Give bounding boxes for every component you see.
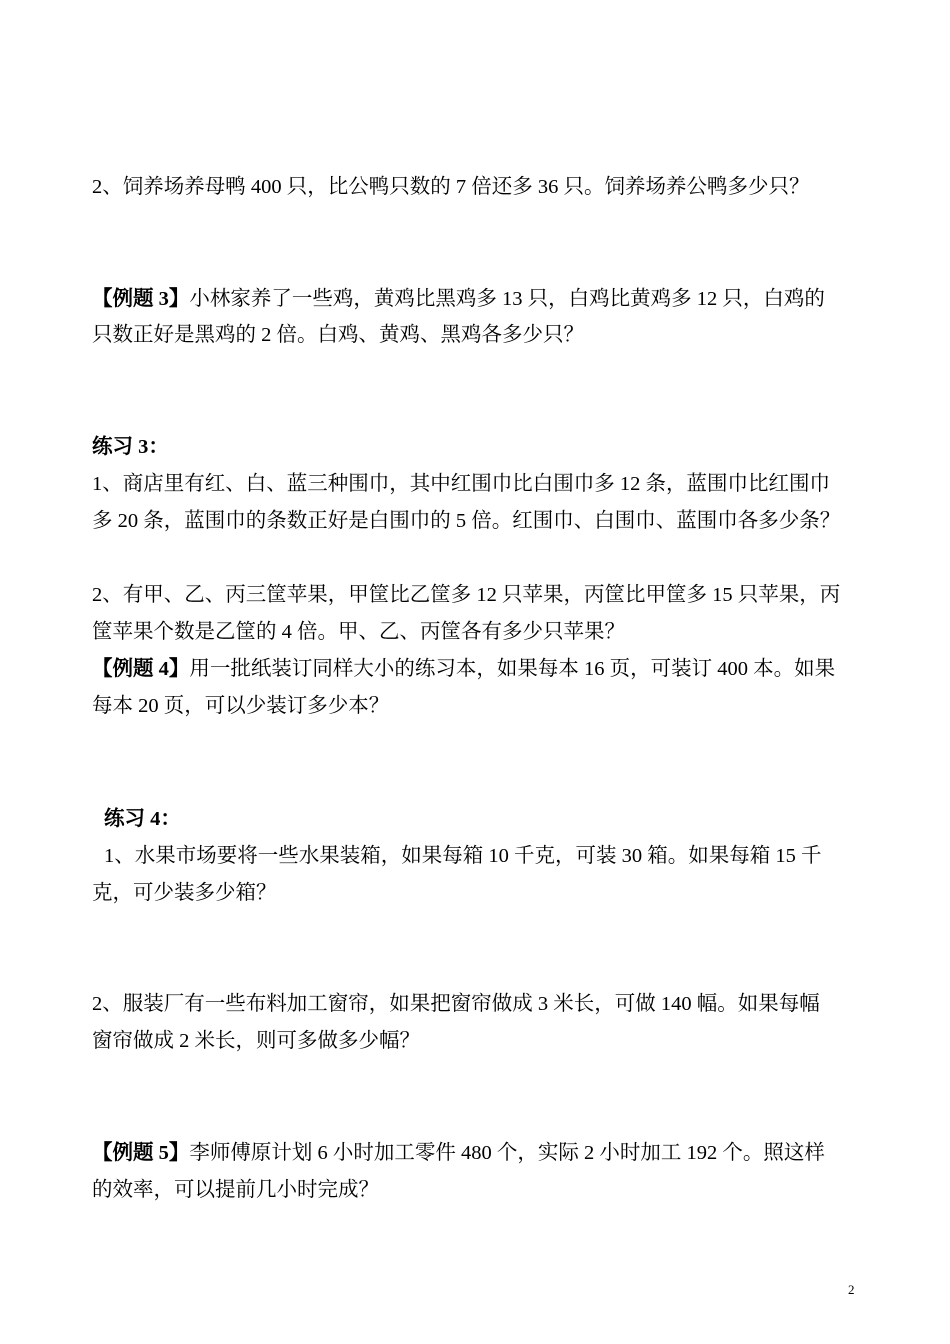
practice-4-text: 2、服装厂有一些布料加工窗帘，如果把窗帘做成 3 米长，可做 140 幅。如果每幅 <box>92 993 820 1015</box>
practice-3-text: 筐苹果个数是乙筐的 4 倍。甲、乙、丙筐各有多少只苹果？ <box>92 621 625 643</box>
example-5-text: 李师傅原计划 6 小时加工零件 480 个，实际 2 小时加工 192 个。照这样 <box>189 1142 825 1164</box>
example-3-text: 小林家养了一些鸡，黄鸡比黑鸡多 13 只，白鸡比黄鸡多 12 只，白鸡的 <box>189 288 825 310</box>
practice-4-text: 窗帘做成 2 米长，则可多做多少幅？ <box>92 1030 420 1052</box>
problem-2-line <box>92 172 882 202</box>
practice-3-text: 2、有甲、乙、丙三筐苹果，甲筐比乙筐多 12 只苹果，丙筐比甲筐多 15 只苹果，丙 <box>92 584 841 606</box>
practice-4-heading <box>104 804 894 834</box>
example-5-tag: 【例题 5】 <box>92 1142 190 1164</box>
practice-3-title: 练习 3： <box>92 436 169 458</box>
example-4-line-2 <box>92 691 882 721</box>
practice-3-text: 1、商店里有红、白、蓝三种围巾，其中红围巾比白围巾多 12 条，蓝围巾比红围巾 <box>92 473 830 495</box>
practice-3-item-2-line-1 <box>92 580 882 610</box>
page-number: 2 <box>848 1282 855 1297</box>
example-3-text: 只数正好是黑鸡的 2 倍。白鸡、黄鸡、黑鸡各多少只？ <box>92 324 584 346</box>
problem-text: 2、饲养场养母鸭 400 只，比公鸭只数的 7 倍还多 36 只。饲养场养公鸭多少只？ <box>92 176 810 198</box>
practice-4-text: 克，可少装多少箱？ <box>92 882 277 904</box>
practice-3-item-1-line-2 <box>92 506 882 536</box>
practice-3-item-2-line-2 <box>92 617 882 647</box>
practice-3-item-1-line-1 <box>92 469 882 499</box>
practice-3-text: 多 20 条，蓝围巾的条数正好是白围巾的 5 倍。红围巾、白围巾、蓝围巾各多少条？ <box>92 510 841 532</box>
practice-4-item-2-line-2 <box>92 1026 882 1056</box>
example-5-line-2 <box>92 1175 882 1205</box>
example-4-text: 每本 20 页，可以少装订多少本？ <box>92 695 390 717</box>
example-4-tag: 【例题 4】 <box>92 658 190 680</box>
example-3-line-1 <box>92 284 882 314</box>
practice-3-heading <box>92 432 882 462</box>
example-5-text: 的效率，可以提前几小时完成？ <box>92 1179 379 1201</box>
example-3-line-2 <box>92 320 882 350</box>
example-4-text: 用一批纸装订同样大小的练习本，如果每本 16 页，可装订 400 本。如果 <box>189 658 836 680</box>
example-5-line-1 <box>92 1138 882 1168</box>
practice-4-title: 练习 4： <box>104 808 181 830</box>
practice-4-item-1-line-1 <box>104 841 894 871</box>
example-3-tag: 【例题 3】 <box>92 288 190 310</box>
example-4-line-1 <box>92 654 882 684</box>
practice-4-item-1-line-2 <box>92 878 882 908</box>
practice-4-text: 1、水果市场要将一些水果装箱，如果每箱 10 千克，可装 30 箱。如果每箱 15 千 <box>104 845 822 867</box>
practice-4-item-2-line-1 <box>92 989 882 1019</box>
